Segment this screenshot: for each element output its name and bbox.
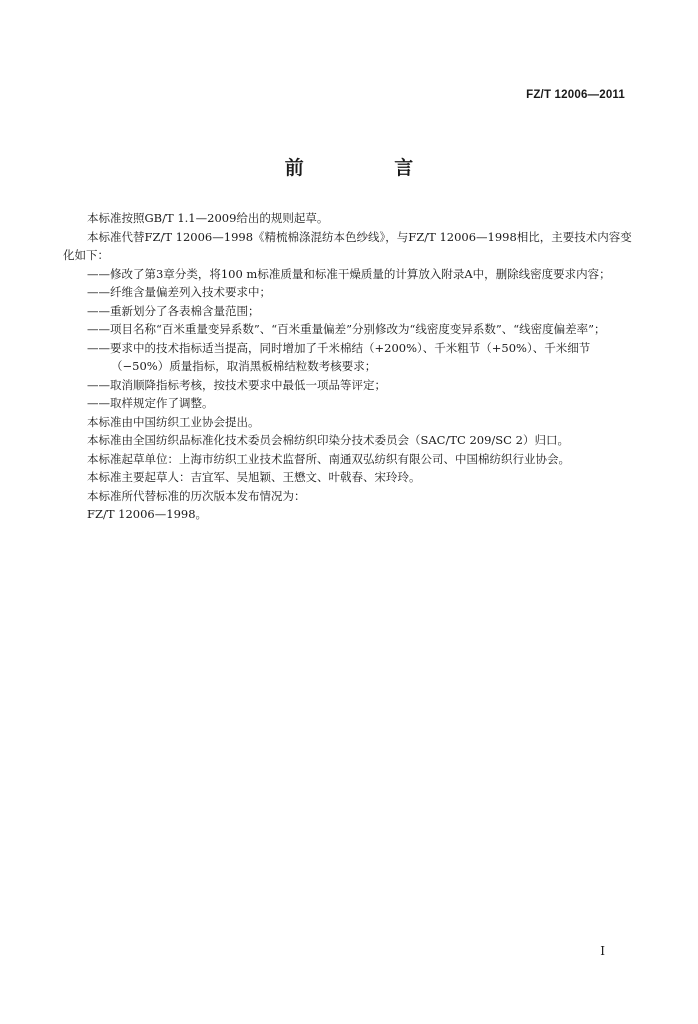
paragraph-proposer: 本标准由中国纺织工业协会提出。 bbox=[87, 414, 260, 429]
standard-code: FZ/T 12006—2011 bbox=[526, 89, 625, 101]
paragraph-history: 本标准所代替标准的历次版本发布情况为： bbox=[87, 488, 306, 503]
foreword-body bbox=[63, 209, 633, 524]
prior-version: FZ/T 12006—1998。 bbox=[87, 507, 208, 521]
paragraph-replacement: 本标准代替FZ/T 12006—1998《精梳棉涤混纺本色纱线》，与FZ/T 12006—1998相比，主要技术内容变化如下： bbox=[63, 229, 632, 262]
change-item: ——要求中的技术指标适当提高，同时增加了千米棉结（+200%）、千米粗节（+50%）、千米细节（−50%）质量指标，取消黑板棉结粒数考核要求； bbox=[87, 340, 591, 373]
paragraph-administrator: 本标准由全国纺织品标准化技术委员会棉纺织印染分技术委员会（SAC/TC 209/SC 2）归口。 bbox=[87, 433, 569, 447]
paragraph-drafting-units: 本标准起草单位：上海市纺织工业技术监督所、南通双弘纺织有限公司、中国棉纺织行业协会。 bbox=[87, 451, 570, 466]
change-item: ——项目名称“百米重量变异系数”、“百米重量偏差”分别修改为“线密度变异系数”、“线密度偏差率”； bbox=[87, 322, 606, 336]
page-number: I bbox=[600, 944, 605, 958]
change-item: ——纤维含量偏差列入技术要求中； bbox=[87, 285, 271, 299]
paragraph-drafting-rules: 本标准按照GB/T 1.1—2009给出的规则起草。 bbox=[87, 211, 329, 225]
change-item: ——取样规定作了调整。 bbox=[87, 396, 214, 410]
change-item: ——取消顺降指标考核，按技术要求中最低一项品等评定； bbox=[87, 377, 386, 392]
paragraph-drafters: 本标准主要起草人：吉宜军、吴旭颖、王懋文、叶戟春、宋玲玲。 bbox=[87, 470, 421, 484]
page-title: 前 言 bbox=[284, 157, 456, 179]
change-item: ——重新划分了各表棉含量范围； bbox=[87, 303, 260, 318]
change-item: ——修改了第3章分类，将100 m标准质量和标准干燥质量的计算放入附录A中，删除线密度要求内容； bbox=[87, 266, 611, 281]
